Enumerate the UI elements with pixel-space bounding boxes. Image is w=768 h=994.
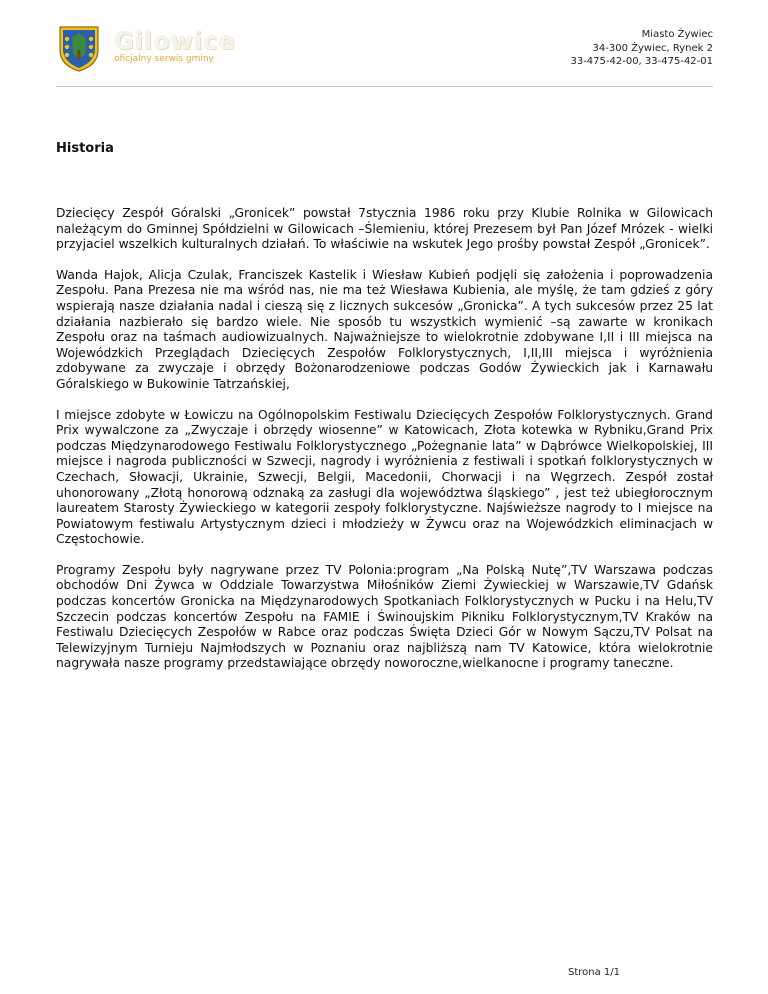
header-divider (56, 86, 713, 87)
address-line-street: 34-300 Żywiec, Rynek 2 (592, 42, 713, 54)
municipality-address (570, 28, 713, 69)
paragraph-founders-achievements: Wanda Hajok, Alicja Czulak, Franciszek Kastelik i Wiesław Kubień podjęli się założenia i poprowadzenia Zespołu. Pana Prezesa nie ma wśród nas, nie ma też Wiesława Kubienia, ale myślę, że tam gdzieś z góry wspierają nasze działania nadal i cieszą się z licznych sukcesów „Gronicka”. A tych sukcesów przez 25 lat działania nazbierało się bardzo wiele. Nie sposób tu wszystkich wymienić –są zawarte w kronikach Zespołu oraz na taśmach audiowizualnych. Najważniejsze to wielokrotnie zdobywane I,II i III miejsca na Wojewódzkich Przeglądach Dziecięcych Zespołów Folklorystycznych, I,II,III miejsca i wyróżnienia zdobywane za zwyczaje i obrzędy Bożonarodzeniowe podczas Godów Żywieckich jak i Karnawału Góralskiego w Bukowinie Tatrzańskiej, (56, 267, 713, 391)
coat-of-arms-icon (56, 24, 102, 72)
page-title: Historia (56, 141, 114, 156)
logo-name: Gilowice (114, 27, 236, 55)
paragraph-tv-recordings: Programy Zespołu były nagrywane przez TV Polonia:program „Na Polską Nutę”,TV Warszawa podczas obchodów Dni Żywca w Oddziale Towarzystwa Miłośników Ziemi Żywieckiej w Warszawie,TV Gdańsk podczas koncertów Gronicka na Międzynarodowych Spotkaniach Folklorystycznych w Pucku i na Helu,TV Szczecin podczas koncertów Zespołu na FAMIE i Świnoujskim Pikniku Folklorystycznym,TV Kraków na Festiwalu Dziecięcych Zespołów w Rabce oraz podczas Święta Dzieci Gór w Nowym Sączu,TV Polsat na Telewizyjnym Turnieju Najmłodszych w Poznaniu oraz najbliższą nam TV Katowice, która wielokrotnie nagrywała nasze programy przedstawiające obrzędy noworoczne,wielkanocne i programy taneczne. (56, 562, 713, 671)
page-header (56, 24, 713, 86)
article-body (56, 206, 713, 687)
logo-subtitle: oficjalny serwis gminy (114, 54, 214, 64)
address-line-phones: 33-475-42-00, 33-475-42-01 (570, 56, 713, 67)
site-logo[interactable] (56, 24, 236, 72)
paragraph-founding: Dziecięcy Zespół Góralski „Gronicek” powstał 7stycznia 1986 roku przy Klubie Rolnika w Gilowicach należącym do Gminnej Spółdzielni w Gilowicach –Ślemieniu, której Prezesem był Pan Józef Mrózek - wielki przyjaciel wszelkich kulturalnych działań. To właściwie na wskutek Jego prośby powstał Zespół „Gronicek”. (56, 206, 713, 252)
page-number: Strona 1/1 (568, 967, 621, 978)
paragraph-awards: I miejsce zdobyte w Łowiczu na Ogólnopolskim Festiwalu Dziecięcych Zespołów Folklorystycznych. Grand Prix wywalczone za „Zwyczaje i obrzędy wiosenne” w Katowicach, Złota kotewka w Rybniku,Grand Prix podczas Międzynarodowego Festiwalu Folklorystycznego „Pożegnanie lata” w Dąbrówce Wielkopolskiej, III miejsce i nagroda publiczności w Szwecji, nagrody i wyróżnienia z festiwali i spotkań folklorystycznych w Czechach, Słowacji, Ukrainie, Szwecji, Belgii, Macedonii, Chorwacji i na Węgrzech. Zespół został uhonorowany „Złotą honorową odznaką za zasługi dla województwa śląskiego” , jest też ubiegłorocznym laureatem Starosty Żywieckiego w kategorii zespoły folklorystyczne. Najświeższe nagrody to I miejsce na Powiatowym festiwalu Artystycznym dzieci i młodzieży w Żywcu oraz na Wojewódzkich eliminacjach w Częstochowie. (56, 407, 713, 547)
address-line-name: Miasto Żywiec (641, 29, 713, 40)
